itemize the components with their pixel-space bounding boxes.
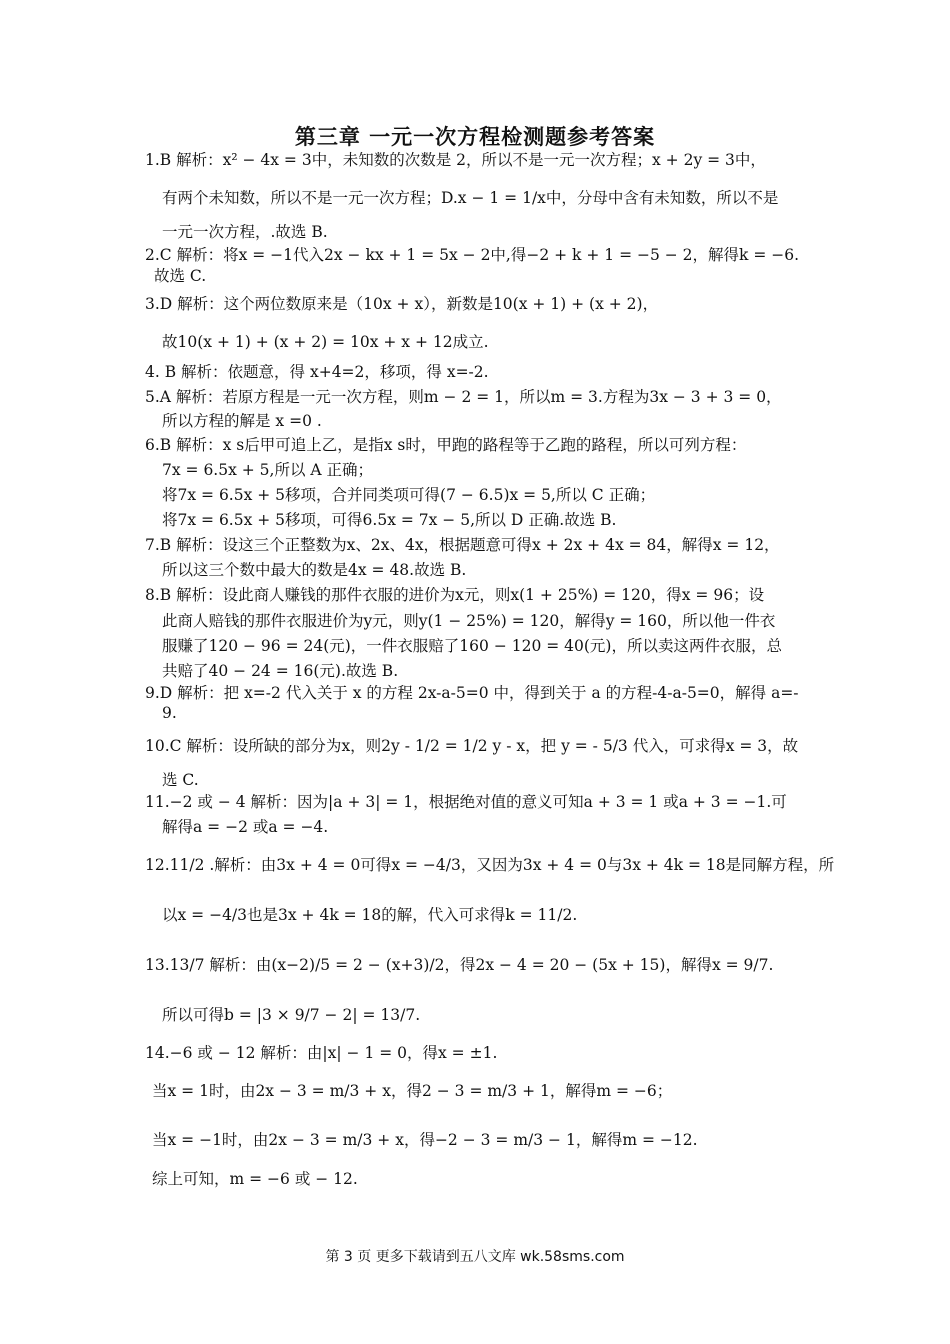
answer-6-line-2: 7x = 6.5x + 5,所以 A 正确；	[162, 461, 374, 479]
page-title: 第三章 一元一次方程检测题参考答案	[294, 125, 656, 149]
answer-4-line-1: 4. B 解析：依题意，得 x+4=2，移项，得 x=-2.	[145, 363, 489, 381]
answer-9-line-1: 9.D 解析：把 x=-2 代入关于 x 的方程 2x-a-5=0 中，得到关于 a 的方程-4-a-5=0，解得 a=-	[145, 684, 799, 702]
answer-7-line-1: 7.B 解析：设这三个正整数为x、2x、4x，根据题意可得x + 2x + 4x = 84，解得x = 12，	[145, 536, 780, 554]
answer-11-line-2: 解得a = −2 或a = −4.	[162, 818, 329, 836]
answer-7-line-2: 所以这三个数中最大的数是4x = 48.故选 B.	[162, 561, 467, 579]
answer-8-line-2: 此商人赔钱的那件衣服进价为y元，则y(1 − 25%) = 120，解得y = 160，所以他一件衣	[162, 612, 776, 630]
answer-1-line-3: 一元一次方程，.故选 B.	[162, 223, 328, 241]
answer-1-line-1: 1.B 解析：x² − 4x = 3中，未知数的次数是 2，所以不是一元一次方程；x + 2y = 3中，	[145, 151, 766, 169]
answer-3-line-1: 3.D 解析：这个两位数原来是（10x + x），新数是10(x + 1) + (x + 2)，	[145, 295, 659, 313]
answer-13-line-2: 所以可得b = |3 × 9/7 − 2| = 13/7.	[162, 1006, 421, 1024]
answer-5-line-1: 5.A 解析：若原方程是一元一次方程，则m − 2 = 1，所以m = 3.方程为3x − 3 + 3 = 0，	[145, 388, 782, 406]
answer-3-line-2: 故10(x + 1) + (x + 2) = 10x + x + 12成立.	[162, 333, 489, 351]
answer-12-line-2: 以x = −4/3也是3x + 4k = 18的解，代入可求得k = 11/2.	[162, 906, 578, 924]
answer-6-line-3: 将7x = 6.5x + 5移项，合并同类项可得(7 − 6.5)x = 5,所以 C 正确；	[162, 486, 656, 504]
answer-10-line-1: 10.C 解析：设所缺的部分为x，则2y - 1/2 = 1/2 y - x，把 y = - 5/3 代入，可求得x = 3，故	[145, 737, 799, 755]
answer-14-line-4: 综上可知，m = −6 或 − 12.	[152, 1170, 358, 1188]
answer-8-line-4: 共赔了40 − 24 = 16(元).故选 B.	[162, 662, 399, 680]
answer-1-line-2: 有两个未知数，所以不是一元一次方程；D.x − 1 = 1/x中，分母中含有未知数，所以不是	[162, 189, 779, 207]
answer-2-line-2: 故选 C.	[154, 267, 207, 285]
answer-14-line-1: 14.−6 或 − 12 解析：由|x| − 1 = 0，得x = ±1.	[145, 1044, 498, 1062]
answer-14-line-2: 当x = 1时，由2x − 3 = m/3 + x，得2 − 3 = m/3 + 1，解得m = −6；	[152, 1082, 673, 1100]
answer-14-line-3: 当x = −1时，由2x − 3 = m/3 + x，得−2 − 3 = m/3 − 1，解得m = −12.	[152, 1131, 698, 1149]
answer-9-line-2: 9.	[162, 704, 177, 722]
answer-10-line-2: 选 C.	[162, 771, 199, 789]
answer-2-line-1: 2.C 解析：将x = −1代入2x − kx + 1 = 5x − 2中,得−2 + k + 1 = −5 − 2，解得k = −6.	[145, 246, 800, 264]
answer-8-line-1: 8.B 解析：设此商人赚钱的那件衣服的进价为x元，则x(1 + 25%) = 120，得x = 96；设	[145, 586, 765, 604]
answer-5-line-2: 所以方程的解是 x =0 .	[162, 412, 322, 430]
answer-8-line-3: 服赚了120 − 96 = 24(元)，一件衣服赔了160 − 120 = 40(元)，所以卖这两件衣服，总	[162, 637, 782, 655]
answer-11-line-1: 11.−2 或 − 4 解析：因为|a + 3| = 1，根据绝对值的意义可知a + 3 = 1 或a + 3 = −1.可	[145, 793, 787, 811]
page-footer: 第 3 页 更多下载请到五八文库 wk.58sms.com	[325, 1249, 625, 1265]
answer-12-line-1: 12.11/2 .解析：由3x + 4 = 0可得x = −4/3，又因为3x + 4 = 0与3x + 4k = 18是同解方程，所	[145, 856, 835, 874]
answer-6-line-4: 将7x = 6.5x + 5移项，可得6.5x = 7x − 5,所以 D 正确.故选 B.	[162, 511, 617, 529]
answer-13-line-1: 13.13/7 解析：由(x−2)/5 = 2 − (x+3)/2，得2x − 4 = 20 − (5x + 15)，解得x = 9/7.	[145, 956, 774, 974]
answer-6-line-1: 6.B 解析：x s后甲可追上乙，是指x s时，甲跑的路程等于乙跑的路程，所以可列方程：	[145, 436, 747, 454]
